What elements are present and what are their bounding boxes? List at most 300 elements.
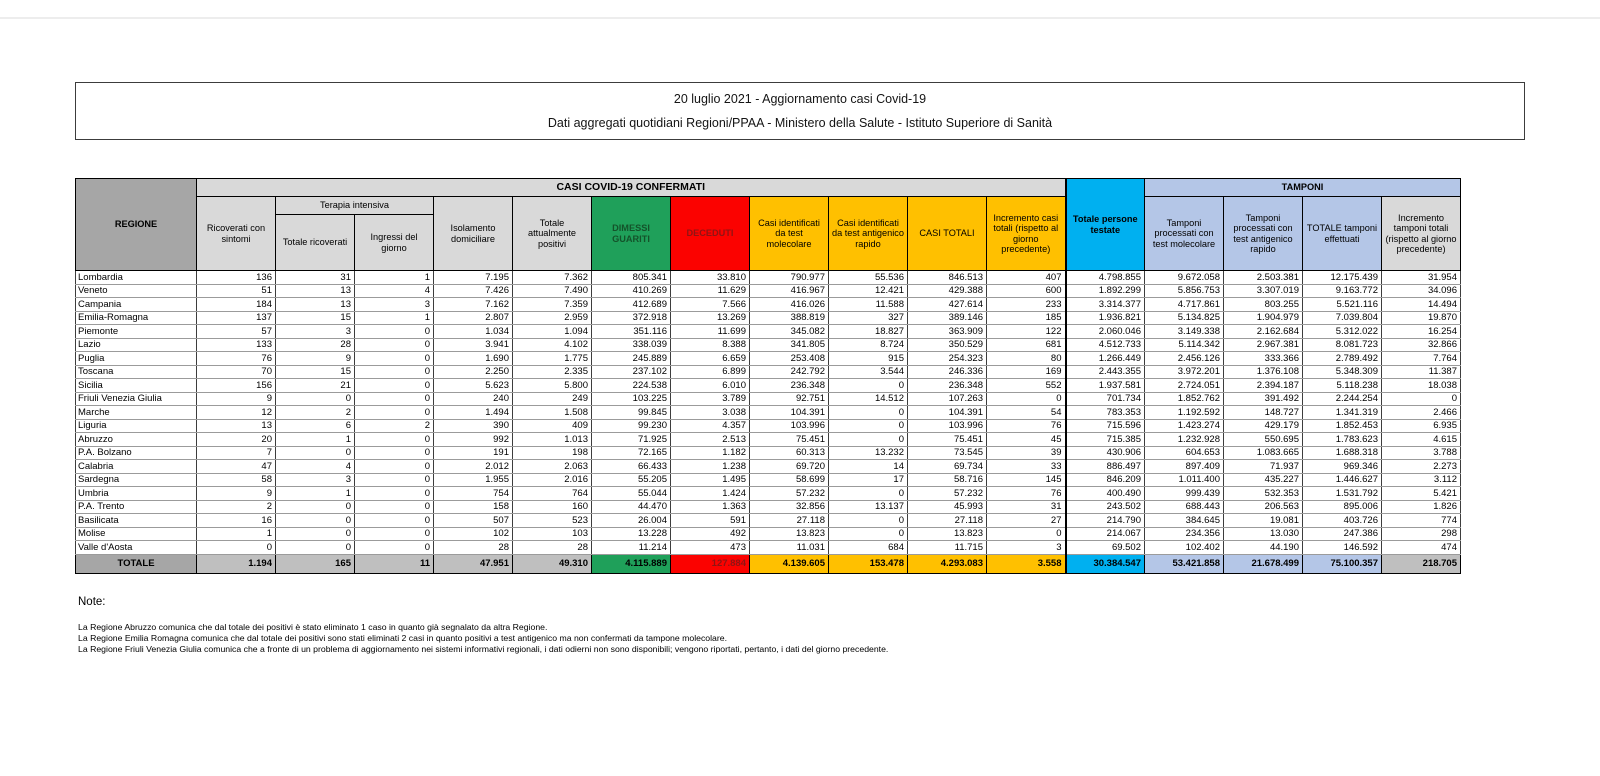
value-cell: 591 xyxy=(671,514,750,528)
region-name: Liguria xyxy=(76,419,197,433)
value-cell: 99.845 xyxy=(592,406,671,420)
region-name: Abruzzo xyxy=(76,433,197,447)
value-cell: 0 xyxy=(355,433,434,447)
value-cell: 345.082 xyxy=(750,325,829,339)
value-cell: 6.659 xyxy=(671,352,750,366)
value-cell: 0 xyxy=(355,365,434,379)
value-cell: 2.394.187 xyxy=(1224,379,1303,393)
value-cell: 103 xyxy=(513,527,592,541)
value-cell: 3.788 xyxy=(1382,446,1461,460)
value-cell: 71.925 xyxy=(592,433,671,447)
value-cell: 3.038 xyxy=(671,406,750,420)
table-row xyxy=(76,284,1461,298)
value-cell: 69.502 xyxy=(1066,541,1145,555)
value-cell: 0 xyxy=(276,392,355,406)
value-cell: 5.800 xyxy=(513,379,592,393)
value-cell: 237.102 xyxy=(592,365,671,379)
value-cell: 2.513 xyxy=(671,433,750,447)
value-cell: 1.341.319 xyxy=(1303,406,1382,420)
value-cell: 1 xyxy=(355,271,434,285)
value-cell: 400.490 xyxy=(1066,487,1145,501)
value-cell: 160 xyxy=(513,500,592,514)
value-cell: 9.163.772 xyxy=(1303,284,1382,298)
value-cell: 684 xyxy=(829,541,908,555)
value-cell: 55.205 xyxy=(592,473,671,487)
value-cell: 18.038 xyxy=(1382,379,1461,393)
value-cell: 1.013 xyxy=(513,433,592,447)
value-cell: 45 xyxy=(987,433,1066,447)
value-cell: 2.456.126 xyxy=(1145,352,1224,366)
header-deceduti: DECEDUTI xyxy=(671,197,750,271)
value-cell: 409 xyxy=(513,419,592,433)
value-cell: 507 xyxy=(434,514,513,528)
value-cell: 0 xyxy=(355,392,434,406)
value-cell: 0 xyxy=(987,392,1066,406)
value-cell: 0 xyxy=(276,527,355,541)
value-cell: 73.545 xyxy=(908,446,987,460)
region-name: Sardegna xyxy=(76,473,197,487)
value-cell: 0 xyxy=(829,514,908,528)
totale-value-cell: 11 xyxy=(355,554,434,573)
value-cell: 5.134.825 xyxy=(1145,311,1224,325)
table-row xyxy=(76,392,1461,406)
value-cell: 390 xyxy=(434,419,513,433)
header-ingressi-del-giorno: Ingressi del giorno xyxy=(355,215,434,271)
region-name: Basilicata xyxy=(76,514,197,528)
value-cell: 14.512 xyxy=(829,392,908,406)
value-cell: 7.195 xyxy=(434,271,513,285)
value-cell: 1.826 xyxy=(1382,500,1461,514)
value-cell: 146.592 xyxy=(1303,541,1382,555)
value-cell: 27.118 xyxy=(908,514,987,528)
totale-value-cell: 1.194 xyxy=(197,554,276,573)
value-cell: 2.063 xyxy=(513,460,592,474)
header-terapia-intensiva: Terapia intensiva xyxy=(276,197,434,215)
value-cell: 27 xyxy=(987,514,1066,528)
region-name: Emilia-Romagna xyxy=(76,311,197,325)
value-cell: 754 xyxy=(434,487,513,501)
table-row xyxy=(76,473,1461,487)
value-cell: 715.596 xyxy=(1066,419,1145,433)
value-cell: 102 xyxy=(434,527,513,541)
header-tamponi: TAMPONI xyxy=(1145,179,1461,197)
value-cell: 2.335 xyxy=(513,365,592,379)
value-cell: 13 xyxy=(276,284,355,298)
value-cell: 7.426 xyxy=(434,284,513,298)
totale-value-cell: 3.558 xyxy=(987,554,1066,573)
value-cell: 803.255 xyxy=(1224,298,1303,312)
value-cell: 2 xyxy=(197,500,276,514)
region-name: Marche xyxy=(76,406,197,420)
value-cell: 0 xyxy=(197,541,276,555)
value-cell: 236.348 xyxy=(908,379,987,393)
value-cell: 3.544 xyxy=(829,365,908,379)
value-cell: 341.805 xyxy=(750,338,829,352)
value-cell: 407 xyxy=(987,271,1066,285)
value-cell: 552 xyxy=(987,379,1066,393)
value-cell: 410.269 xyxy=(592,284,671,298)
table-row xyxy=(76,325,1461,339)
value-cell: 1.852.453 xyxy=(1303,419,1382,433)
header-regione: REGIONE xyxy=(76,179,197,271)
value-cell: 1.955 xyxy=(434,473,513,487)
value-cell: 1.446.627 xyxy=(1303,473,1382,487)
totale-value-cell: 53.421.858 xyxy=(1145,554,1224,573)
value-cell: 3 xyxy=(276,325,355,339)
value-cell: 7.162 xyxy=(434,298,513,312)
value-cell: 7.490 xyxy=(513,284,592,298)
value-cell: 75.451 xyxy=(750,433,829,447)
value-cell: 13 xyxy=(197,419,276,433)
value-cell: 7.039.804 xyxy=(1303,311,1382,325)
value-cell: 185 xyxy=(987,311,1066,325)
value-cell: 18.827 xyxy=(829,325,908,339)
value-cell: 3.149.338 xyxy=(1145,325,1224,339)
value-cell: 240 xyxy=(434,392,513,406)
value-cell: 11.214 xyxy=(592,541,671,555)
note-line-emilia-romagna: La Regione Emilia Romagna comunica che dal totale dei positivi sono stati eliminati 2 casi in quanto positivi a test antigenico ma non confermati da tampone molecolare. xyxy=(78,633,728,643)
totale-value-cell: 4.293.083 xyxy=(908,554,987,573)
value-cell: 5.114.342 xyxy=(1145,338,1224,352)
value-cell: 3 xyxy=(355,298,434,312)
table-body xyxy=(76,271,1461,555)
value-cell: 416.026 xyxy=(750,298,829,312)
table-row xyxy=(76,352,1461,366)
header-tamponi-antigenico: Tamponi processati con test antigenico rapido xyxy=(1224,197,1303,271)
value-cell: 1.083.665 xyxy=(1224,446,1303,460)
value-cell: 31 xyxy=(276,271,355,285)
value-cell: 2.250 xyxy=(434,365,513,379)
value-cell: 338.039 xyxy=(592,338,671,352)
value-cell: 31 xyxy=(987,500,1066,514)
value-cell: 604.653 xyxy=(1145,446,1224,460)
value-cell: 1.495 xyxy=(671,473,750,487)
value-cell: 846.513 xyxy=(908,271,987,285)
value-cell: 1.034 xyxy=(434,325,513,339)
header-casi-confermati: CASI COVID-19 CONFERMATI xyxy=(197,179,1066,197)
value-cell: 2.503.381 xyxy=(1224,271,1303,285)
value-cell: 550.695 xyxy=(1224,433,1303,447)
value-cell: 234.356 xyxy=(1145,527,1224,541)
region-name: P.A. Bolzano xyxy=(76,446,197,460)
table-row xyxy=(76,365,1461,379)
value-cell: 236.348 xyxy=(750,379,829,393)
value-cell: 17 xyxy=(829,473,908,487)
header-casi-test-antigenico: Casi identificati da test antigenico rapido xyxy=(829,197,908,271)
value-cell: 1.783.623 xyxy=(1303,433,1382,447)
value-cell: 13.823 xyxy=(908,527,987,541)
value-cell: 0 xyxy=(1382,392,1461,406)
value-cell: 27.118 xyxy=(750,514,829,528)
value-cell: 1.424 xyxy=(671,487,750,501)
value-cell: 5.348.309 xyxy=(1303,365,1382,379)
value-cell: 28 xyxy=(276,338,355,352)
value-cell: 333.366 xyxy=(1224,352,1303,366)
value-cell: 327 xyxy=(829,311,908,325)
value-cell: 2.789.492 xyxy=(1303,352,1382,366)
header-dimessi-guariti: DIMESSI GUARITI xyxy=(592,197,671,271)
value-cell: 403.726 xyxy=(1303,514,1382,528)
value-cell: 9 xyxy=(197,487,276,501)
value-cell: 3.307.019 xyxy=(1224,284,1303,298)
value-cell: 0 xyxy=(355,487,434,501)
report-date-title: 20 luglio 2021 - Aggiornamento casi Covid-19 xyxy=(673,92,927,107)
value-cell: 4 xyxy=(355,284,434,298)
value-cell: 600 xyxy=(987,284,1066,298)
value-cell: 1 xyxy=(355,311,434,325)
value-cell: 11.031 xyxy=(750,541,829,555)
report-subtitle: Dati aggregati quotidiani Regioni/PPAA - Ministero della Salute - Istituto Superiore di Sanità xyxy=(547,115,1053,130)
value-cell: 5.623 xyxy=(434,379,513,393)
value-cell: 55.536 xyxy=(829,271,908,285)
value-cell: 4.717.861 xyxy=(1145,298,1224,312)
value-cell: 3.112 xyxy=(1382,473,1461,487)
value-cell: 136 xyxy=(197,271,276,285)
value-cell: 12.175.439 xyxy=(1303,271,1382,285)
value-cell: 14 xyxy=(829,460,908,474)
region-name: Calabria xyxy=(76,460,197,474)
totale-value-cell: 75.100.357 xyxy=(1303,554,1382,573)
value-cell: 0 xyxy=(276,500,355,514)
value-cell: 57.232 xyxy=(908,487,987,501)
table-row xyxy=(76,487,1461,501)
value-cell: 11.588 xyxy=(829,298,908,312)
value-cell: 92.751 xyxy=(750,392,829,406)
value-cell: 214.067 xyxy=(1066,527,1145,541)
region-name: Valle d'Aosta xyxy=(76,541,197,555)
value-cell: 1.531.792 xyxy=(1303,487,1382,501)
value-cell: 3.789 xyxy=(671,392,750,406)
value-cell: 51 xyxy=(197,284,276,298)
value-cell: 2.016 xyxy=(513,473,592,487)
value-cell: 4.512.733 xyxy=(1066,338,1145,352)
value-cell: 430.906 xyxy=(1066,446,1145,460)
value-cell: 5.856.753 xyxy=(1145,284,1224,298)
totale-value-cell: 153.478 xyxy=(829,554,908,573)
value-cell: 473 xyxy=(671,541,750,555)
value-cell: 1.937.581 xyxy=(1066,379,1145,393)
totale-value-cell: 30.384.547 xyxy=(1066,554,1145,573)
value-cell: 895.006 xyxy=(1303,500,1382,514)
value-cell: 19.081 xyxy=(1224,514,1303,528)
value-cell: 0 xyxy=(355,379,434,393)
value-cell: 2.443.355 xyxy=(1066,365,1145,379)
value-cell: 1.775 xyxy=(513,352,592,366)
value-cell: 21 xyxy=(276,379,355,393)
table-row xyxy=(76,379,1461,393)
value-cell: 0 xyxy=(355,352,434,366)
value-cell: 2.162.684 xyxy=(1224,325,1303,339)
value-cell: 45.993 xyxy=(908,500,987,514)
value-cell: 58.716 xyxy=(908,473,987,487)
value-cell: 2.273 xyxy=(1382,460,1461,474)
value-cell: 8.724 xyxy=(829,338,908,352)
value-cell: 13.232 xyxy=(829,446,908,460)
region-name: P.A. Trento xyxy=(76,500,197,514)
value-cell: 72.165 xyxy=(592,446,671,460)
header-isolamento-domiciliare: Isolamento domiciliare xyxy=(434,197,513,271)
value-cell: 0 xyxy=(355,541,434,555)
value-cell: 391.492 xyxy=(1224,392,1303,406)
value-cell: 1.232.928 xyxy=(1145,433,1224,447)
value-cell: 7 xyxy=(197,446,276,460)
value-cell: 80 xyxy=(987,352,1066,366)
header-casi-totali: CASI TOTALI xyxy=(908,197,987,271)
value-cell: 11.699 xyxy=(671,325,750,339)
value-cell: 156 xyxy=(197,379,276,393)
table-row xyxy=(76,419,1461,433)
value-cell: 2 xyxy=(355,419,434,433)
value-cell: 58.699 xyxy=(750,473,829,487)
value-cell: 33.810 xyxy=(671,271,750,285)
value-cell: 4.357 xyxy=(671,419,750,433)
value-cell: 2.807 xyxy=(434,311,513,325)
value-cell: 233 xyxy=(987,298,1066,312)
totale-value-cell: 4.115.889 xyxy=(592,554,671,573)
value-cell: 32.866 xyxy=(1382,338,1461,352)
region-name: Campania xyxy=(76,298,197,312)
value-cell: 532.353 xyxy=(1224,487,1303,501)
value-cell: 198 xyxy=(513,446,592,460)
value-cell: 0 xyxy=(829,419,908,433)
value-cell: 137 xyxy=(197,311,276,325)
region-name: Sicilia xyxy=(76,379,197,393)
value-cell: 389.146 xyxy=(908,311,987,325)
header-totale-attualmente-positivi: Totale attualmente positivi xyxy=(513,197,592,271)
value-cell: 224.538 xyxy=(592,379,671,393)
value-cell: 3 xyxy=(276,473,355,487)
region-name: Molise xyxy=(76,527,197,541)
value-cell: 13.030 xyxy=(1224,527,1303,541)
value-cell: 9.672.058 xyxy=(1145,271,1224,285)
value-cell: 427.614 xyxy=(908,298,987,312)
value-cell: 0 xyxy=(355,460,434,474)
totale-value-cell: 165 xyxy=(276,554,355,573)
table-row xyxy=(76,271,1461,285)
table-row xyxy=(76,298,1461,312)
value-cell: 0 xyxy=(355,514,434,528)
value-cell: 69.720 xyxy=(750,460,829,474)
value-cell: 70 xyxy=(197,365,276,379)
region-name: Piemonte xyxy=(76,325,197,339)
value-cell: 71.937 xyxy=(1224,460,1303,474)
value-cell: 28 xyxy=(513,541,592,555)
value-cell: 103.996 xyxy=(908,419,987,433)
value-cell: 1.508 xyxy=(513,406,592,420)
value-cell: 372.918 xyxy=(592,311,671,325)
value-cell: 39 xyxy=(987,446,1066,460)
value-cell: 6 xyxy=(276,419,355,433)
value-cell: 1.423.274 xyxy=(1145,419,1224,433)
value-cell: 206.563 xyxy=(1224,500,1303,514)
table-row xyxy=(76,338,1461,352)
value-cell: 350.529 xyxy=(908,338,987,352)
totale-value-cell: 21.678.499 xyxy=(1224,554,1303,573)
value-cell: 2.466 xyxy=(1382,406,1461,420)
value-cell: 1.192.592 xyxy=(1145,406,1224,420)
value-cell: 2.012 xyxy=(434,460,513,474)
value-cell: 60.313 xyxy=(750,446,829,460)
totale-label: TOTALE xyxy=(76,554,197,573)
value-cell: 915 xyxy=(829,352,908,366)
value-cell: 474 xyxy=(1382,541,1461,555)
value-cell: 435.227 xyxy=(1224,473,1303,487)
value-cell: 247.386 xyxy=(1303,527,1382,541)
value-cell: 4 xyxy=(276,460,355,474)
value-cell: 2.060.046 xyxy=(1066,325,1145,339)
value-cell: 701.734 xyxy=(1066,392,1145,406)
value-cell: 429.179 xyxy=(1224,419,1303,433)
value-cell: 7.566 xyxy=(671,298,750,312)
region-name: Lombardia xyxy=(76,271,197,285)
value-cell: 1 xyxy=(197,527,276,541)
region-name: Puglia xyxy=(76,352,197,366)
value-cell: 254.323 xyxy=(908,352,987,366)
value-cell: 2.967.381 xyxy=(1224,338,1303,352)
value-cell: 0 xyxy=(829,487,908,501)
value-cell: 2.724.051 xyxy=(1145,379,1224,393)
value-cell: 715.385 xyxy=(1066,433,1145,447)
value-cell: 2.244.254 xyxy=(1303,392,1382,406)
value-cell: 55.044 xyxy=(592,487,671,501)
header-ricoverati-con-sintomi: Ricoverati con sintomi xyxy=(197,197,276,271)
value-cell: 1.376.108 xyxy=(1224,365,1303,379)
value-cell: 13 xyxy=(276,298,355,312)
value-cell: 145 xyxy=(987,473,1066,487)
value-cell: 76 xyxy=(987,487,1066,501)
value-cell: 351.116 xyxy=(592,325,671,339)
value-cell: 148.727 xyxy=(1224,406,1303,420)
value-cell: 681 xyxy=(987,338,1066,352)
value-cell: 1.688.318 xyxy=(1303,446,1382,460)
value-cell: 999.439 xyxy=(1145,487,1224,501)
value-cell: 992 xyxy=(434,433,513,447)
value-cell: 246.336 xyxy=(908,365,987,379)
value-cell: 0 xyxy=(829,406,908,420)
value-cell: 47 xyxy=(197,460,276,474)
value-cell: 133 xyxy=(197,338,276,352)
value-cell: 7.764 xyxy=(1382,352,1461,366)
value-cell: 16.254 xyxy=(1382,325,1461,339)
region-name: Umbria xyxy=(76,487,197,501)
value-cell: 298 xyxy=(1382,527,1461,541)
covid-data-table xyxy=(75,178,1461,574)
header-totale-tamponi: TOTALE tamponi effettuati xyxy=(1303,197,1382,271)
value-cell: 3 xyxy=(987,541,1066,555)
value-cell: 1.363 xyxy=(671,500,750,514)
value-cell: 20 xyxy=(197,433,276,447)
value-cell: 11.387 xyxy=(1382,365,1461,379)
value-cell: 102.402 xyxy=(1145,541,1224,555)
value-cell: 1.690 xyxy=(434,352,513,366)
value-cell: 774 xyxy=(1382,514,1461,528)
value-cell: 805.341 xyxy=(592,271,671,285)
value-cell: 1.936.821 xyxy=(1066,311,1145,325)
region-name: Veneto xyxy=(76,284,197,298)
value-cell: 58 xyxy=(197,473,276,487)
value-cell: 9 xyxy=(197,392,276,406)
header-casi-test-molecolare: Casi identificati da test molecolare xyxy=(750,197,829,271)
value-cell: 16 xyxy=(197,514,276,528)
value-cell: 107.263 xyxy=(908,392,987,406)
value-cell: 104.391 xyxy=(750,406,829,420)
page-top-divider xyxy=(0,17,1600,19)
header-totale-ricoverati: Totale ricoverati xyxy=(276,215,355,271)
value-cell: 69.734 xyxy=(908,460,987,474)
value-cell: 0 xyxy=(355,325,434,339)
value-cell: 523 xyxy=(513,514,592,528)
value-cell: 245.889 xyxy=(592,352,671,366)
